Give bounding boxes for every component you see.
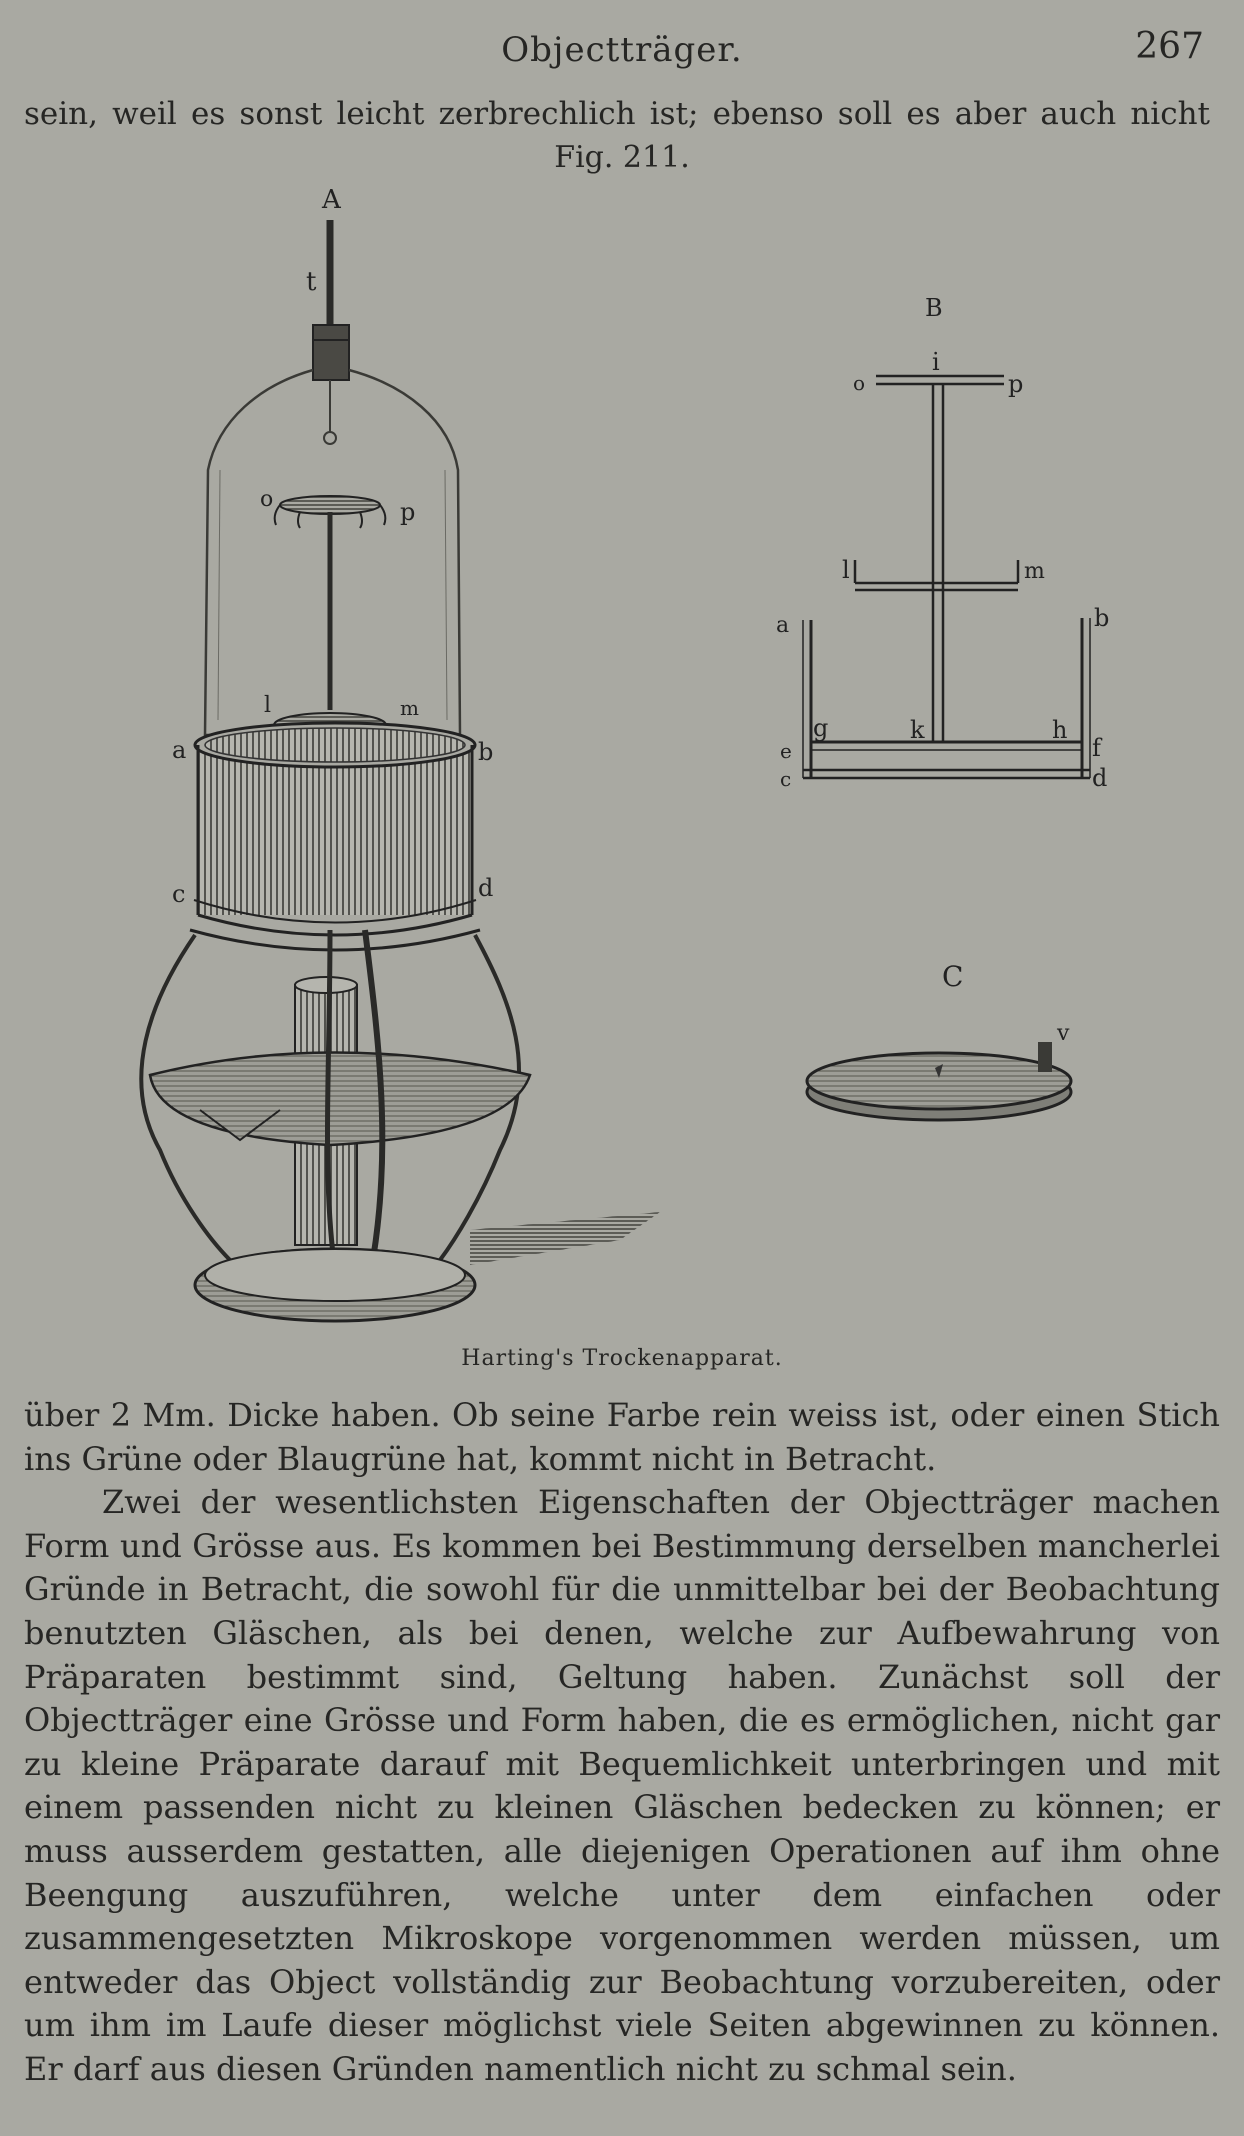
label-b-m: m [1024,559,1045,584]
label-b-l: l [842,556,850,584]
apparatus-a-drawing [141,220,660,1321]
label-b-o: o [853,371,866,395]
figure-caption: Harting's Trockenapparat. [461,1346,783,1371]
page-number: 267 [1135,26,1204,67]
label-b-f: f [1092,734,1101,762]
label-b-d: d [1092,764,1108,792]
label-a-p: p [400,498,416,526]
label-b-p: p [1008,370,1024,398]
label-b-g: g [813,714,829,742]
label-a-m: m [400,696,419,720]
figure-number: Fig. 211. [554,140,690,175]
disc-c-labels [942,960,1070,1046]
label-a-d: d [478,874,494,902]
label-a-c: c [172,880,186,908]
label-b-i: i [932,348,940,376]
label-b-b: b [1094,604,1110,632]
label-b-h: h [1052,716,1068,744]
label-b-a: a [776,613,790,638]
label-a-o: o [260,487,274,512]
label-b-c: c [780,767,792,791]
label-b-B: B [925,294,943,322]
label-a-t: t [306,267,317,297]
paragraph-2: Zwei der wesentlichsten Eigenschaften der Objectträger machen Form und Grösse aus. Es kommen bei Bestimmung derselben mancherlei Gründe in Betracht, die sowohl für die unmittelbar bei der Beobachtung benutzten Gläschen, als bei denen, welche zur Aufbewahrung von Präparaten bestimmt sind, Geltung haben. Zunächst soll der Objectträger eine Grösse und Form haben, die es ermöglichen, nicht gar zu kleine Präparate darauf mit Bequemlichkeit unterbringen und mit einem passenden nicht zu kleinen Gläschen bedecken zu können; er muss ausserdem gestatten, alle diejenigen Operationen auf ihm ohne Beengung auszuführen, welche unter dem einfachen oder zusammengesetzten Mikroskope vorgenommen werden müssen, um entweder das Object vollständig zur Beobachtung vorzubereiten, oder um ihm im Laufe dieser möglichst viele Seiten abgewinnen zu können. Er darf aus diesen Gründen namentlich nicht zu schmal sein. [24,1483,1220,2088]
body-text [24,1394,1220,2092]
running-title: Objectträger. [501,30,743,70]
paragraph-1: über 2 Mm. Dicke haben. Ob seine Farbe rein weiss ist, oder einen Stich ins Grüne oder Blaugrüne hat, kommt nicht in Betracht. [24,1396,1220,1478]
label-b-e: e [780,739,792,763]
label-a-a: a [172,736,187,764]
label-a-A: A [322,185,341,215]
label-c-C: C [942,960,964,993]
label-a-b: b [478,738,494,766]
label-b-k: k [910,716,925,744]
label-a-l: l [264,693,272,718]
label-c-v: v [1057,1021,1070,1046]
top-text-line: sein, weil es sonst leicht zerbrechlich ist; ebenso soll es aber auch nicht [24,96,1210,132]
disc-c-drawing [807,1042,1071,1120]
